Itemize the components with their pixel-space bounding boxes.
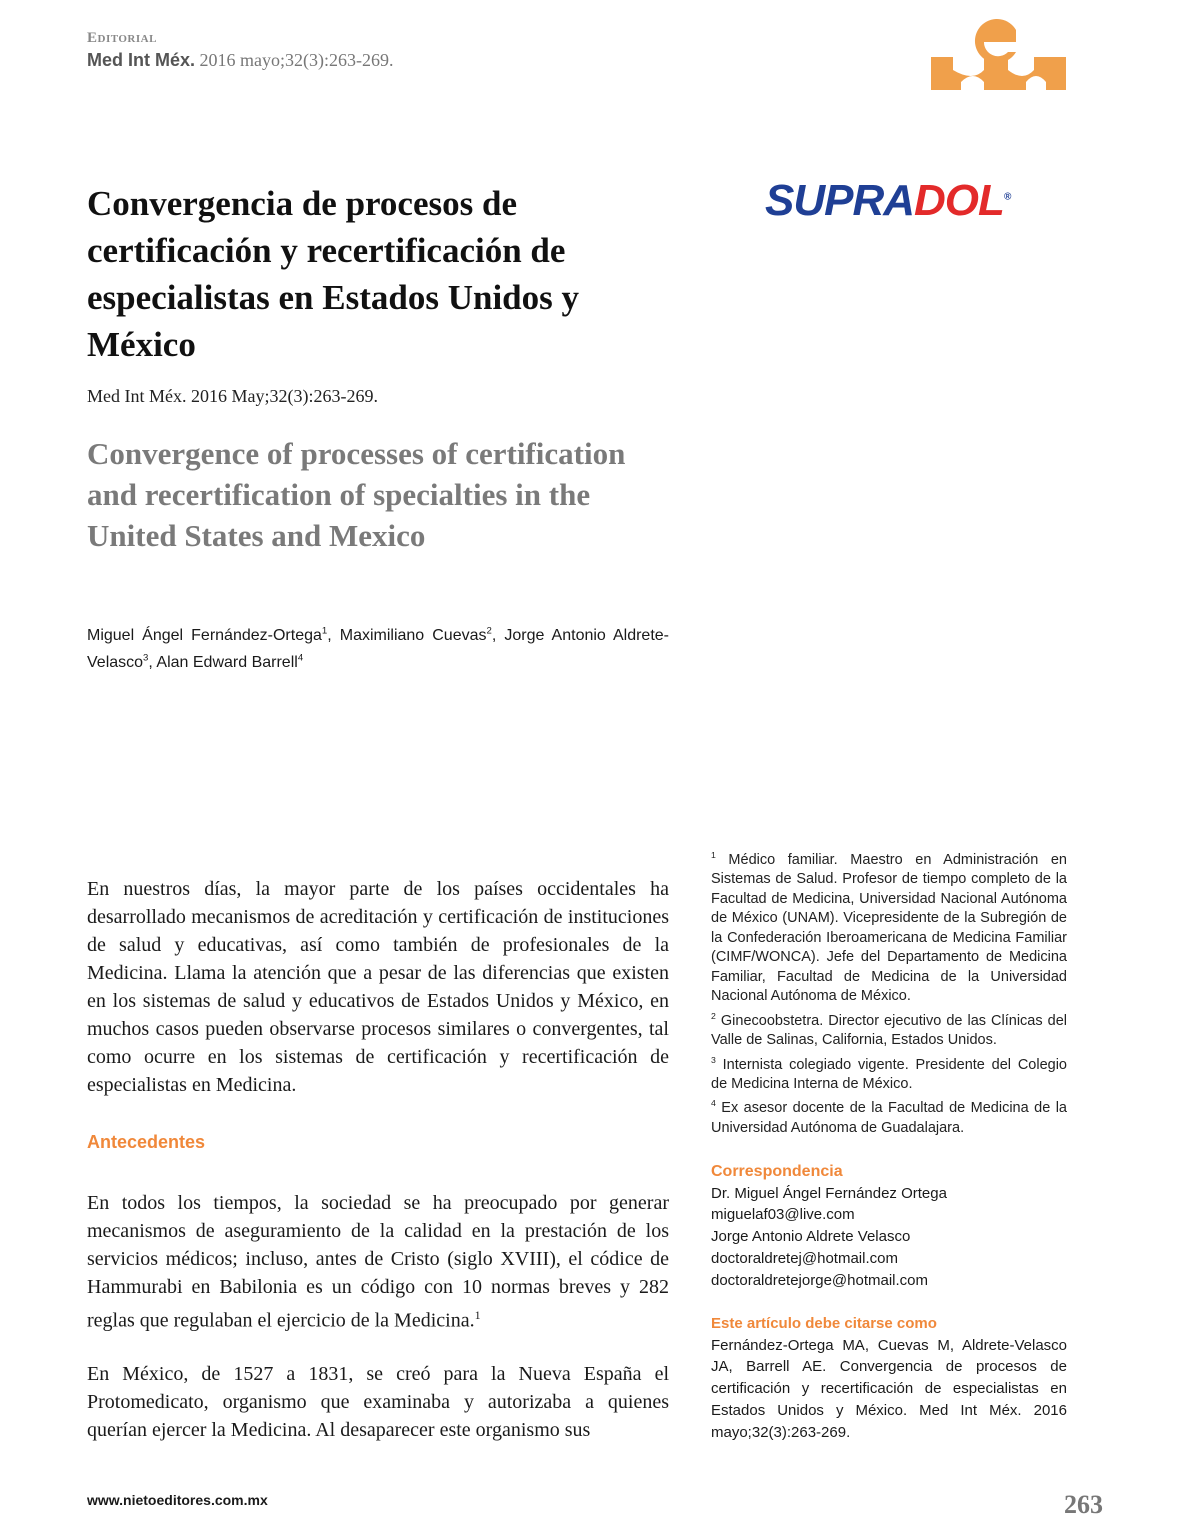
affiliation: $^1$ Médico familiar. Maestro en Administración en Sistemas de Salud. Profesor de tiempo completo de la Facultad de Medicina, Universidad Nacional Autónoma de México (UNAM). Vicepresidente de la Subregión de la Confederación Iberoamericana de Medicina Familiar (CIMF/WONCA). Jefe del Departamento de Medicina Familiar, Facultad de Medicina de la Universidad Nacional Autónoma de México.	[711, 850, 1067, 1005]
author: Maximiliano Cuevas$^2$,	[339, 626, 505, 645]
correspondence	[711, 1161, 1067, 1291]
cite-as	[711, 1313, 1067, 1443]
reference-marker: 1	[474, 1308, 481, 1322]
sponsor-logo	[765, 176, 1010, 226]
article-title: Convergencia de procesos de certificación y recertificación de especialistas en Estados Unidos y México	[87, 184, 580, 364]
intro-paragraph: En nuestros días, la mayor parte de los países occidentales ha desarrollado mecanismos de acreditación y certificación de instituciones de salud y educativas, así como también de profesionales de la Medicina. Llama la atención que a pesar de las diferencias que existen en los sistemas de salud y educativos de Estados Unidos y México, en muchos casos pueden observarse procesos similares o convergentes, tal como ocurre en los sistemas de certificación y recertificación de especialistas en Medicina.	[87, 878, 669, 1096]
cite-as-heading: Este artículo debe citarse como	[711, 1315, 937, 1332]
correspondence-name: Jorge Antonio Aldrete Velasco	[711, 1228, 911, 1246]
affiliation: $^4$ Ex asesor docente de la Facultad de Medicina de la Universidad Autónoma de Guadalajara.	[711, 1098, 1067, 1136]
english-citation: Med Int Méx. 2016 May;32(3):263-269.	[87, 386, 378, 406]
sponsor-logo-part1: SUPRA	[765, 176, 915, 225]
section-label: Editorial	[87, 30, 157, 46]
author: Alan Edward Barrell$^4$	[156, 652, 304, 671]
correspondence-heading: Correspondencia	[711, 1163, 843, 1180]
publisher-logo	[928, 12, 1068, 92]
journal-abbrev: Med Int Méx.	[87, 50, 196, 70]
article-title-english: Convergence of processes of certification and recertification of specialties in the United States and Mexico	[87, 436, 626, 553]
author: Miguel Ángel Fernández-Ortega$^1$,	[87, 626, 340, 645]
author: Jorge Antonio Aldrete-Velasco$^3$,	[87, 627, 670, 671]
journal-reference	[87, 50, 394, 71]
affiliations	[711, 846, 1067, 1138]
section-heading: Antecedentes	[87, 1132, 206, 1152]
affiliation: $^2$ Ginecoobstetra. Director ejecutivo de las Clínicas del Valle de Salinas, California, Estados Unidos.	[711, 1010, 1067, 1049]
journal-issue: 2016 mayo;32(3):263-269.	[195, 50, 394, 70]
author-list	[87, 621, 669, 674]
body-paragraph: En México, de 1527 a 1831, se creó para la Nueva España el Protomedicato, organismo que examinaba y autorizaba a quienes querían ejercer la Medicina. Al desaparecer este organismo sus	[87, 1363, 669, 1441]
correspondence-email[interactable]: doctoraldretejorge@hotmail.com	[711, 1271, 928, 1289]
sponsor-logo-part2: DOL	[914, 176, 1004, 225]
website-link[interactable]: www.nietoeditores.com.mx	[87, 1492, 268, 1508]
page-number: 263	[1064, 1490, 1103, 1519]
correspondence-email[interactable]: miguelaf03@live.com	[711, 1206, 855, 1224]
sponsor-reg: ®	[1003, 191, 1011, 203]
affiliation: $^3$ Internista colegiado vigente. Presidente del Colegio de Medicina Interna de México.	[711, 1054, 1067, 1092]
correspondence-email[interactable]: doctoraldretej@hotmail.com	[711, 1249, 898, 1267]
cite-as-text: Fernández-Ortega MA, Cuevas M, Aldrete-Velasco JA, Barrell AE. Convergencia de procesos de certificación y recertificación de especialistas en Estados Unidos y México. Med Int Méx. 2016 mayo;32(3):263-269.	[711, 1336, 1067, 1441]
correspondence-name: Dr. Miguel Ángel Fernández Ortega	[711, 1184, 947, 1202]
body-paragraph: En todos los tiempos, la sociedad se ha preocupado por generar mecanismos de aseguramiento de la calidad en la prestación de los servicios médicos; incluso, antes de Cristo (siglo XVIII), el códice de Hammurabi en Babilonia es un código con 10 normas breves y 282 reglas que regulaban el ejercicio de la Medicina.$^1$	[87, 1192, 669, 1332]
